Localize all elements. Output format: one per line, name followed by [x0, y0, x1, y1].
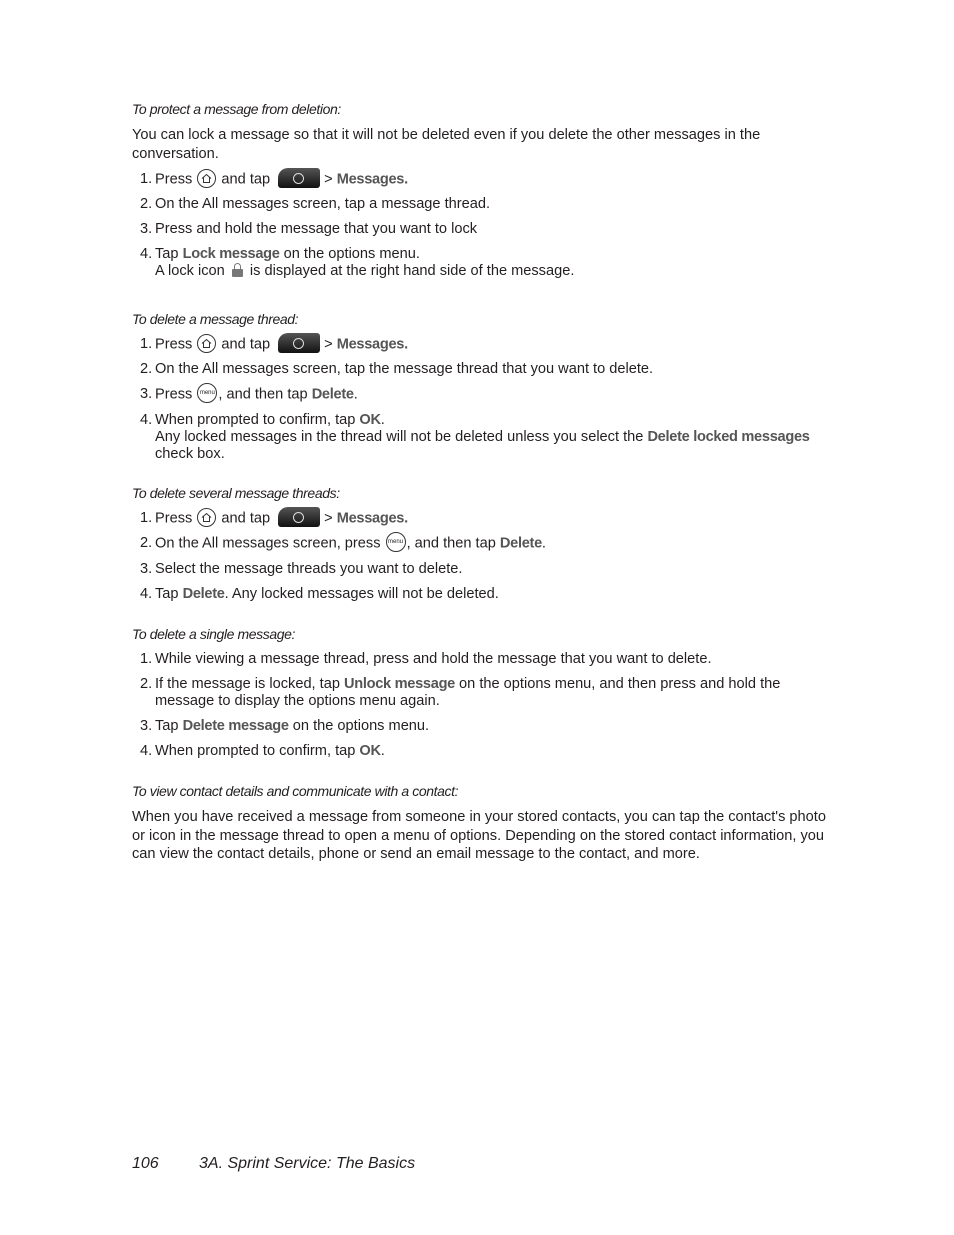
step-number: 1.: [140, 510, 153, 526]
step-body: [155, 535, 820, 552]
section-heading: To delete a single message:: [132, 626, 296, 642]
step-number: 2.: [140, 535, 153, 552]
step-body: [155, 718, 820, 735]
ui-term: Messages.: [336, 510, 408, 527]
section: [132, 485, 842, 611]
list-item: [132, 412, 820, 463]
step-text: .: [380, 743, 385, 759]
app-drawer-icon: [278, 333, 320, 353]
section-paragraph: When you have received a message from someone in your stored contacts, you can tap the contact's photo or icon in the message thread to open a menu of options. Depending on the stored contact information, you can view the contact details, phone or send an email message to the contact, and more.: [132, 809, 826, 862]
step-text: When prompted to confirm, tap: [155, 743, 360, 759]
home-key-icon: [197, 508, 216, 527]
step-body: [155, 743, 820, 760]
step-text: . Any locked messages will not be deleted.: [224, 585, 499, 602]
home-key-icon: [197, 334, 216, 353]
step-number: 2.: [140, 196, 153, 213]
list-item: [132, 171, 820, 188]
step-text: and tap: [217, 336, 275, 353]
step-text: and tap: [217, 510, 275, 527]
step-body: [155, 221, 820, 238]
step-text: A lock icon: [155, 263, 229, 280]
step-text: Press: [155, 510, 197, 527]
step-text: While viewing a message thread, press and hold the message that you want to delete.: [155, 651, 712, 667]
list-item: [132, 743, 820, 760]
step-text: .: [541, 535, 546, 552]
ui-term: Messages.: [336, 171, 408, 188]
list-item: [132, 221, 820, 238]
page-footer: [132, 1155, 415, 1173]
step-number: 4.: [140, 246, 153, 263]
menu-key-icon: menu: [197, 383, 217, 403]
step-text: >: [324, 336, 337, 353]
step-number: 4.: [140, 585, 153, 602]
step-body: [155, 651, 820, 668]
step-list: [132, 171, 842, 280]
step-text: on the options menu.: [279, 246, 420, 263]
step-text: on the options menu, and then press and hold the message to display the options menu again.: [155, 676, 781, 709]
list-item: [132, 535, 820, 552]
list-item: [132, 246, 820, 280]
section-heading: To delete a message thread:: [132, 311, 299, 327]
step-number: 3.: [140, 560, 153, 577]
step-text: check box.: [155, 445, 225, 462]
step-text: .: [380, 411, 385, 428]
step-text: and tap: [217, 171, 275, 188]
ui-term: Delete: [499, 535, 542, 552]
step-number: 1.: [140, 171, 153, 187]
step-text: Press and hold the message that you want to lock: [155, 221, 478, 238]
step-text: On the All messages screen, tap a message thread.: [155, 196, 491, 213]
step-list: [132, 651, 842, 760]
step-note: [155, 263, 820, 280]
ui-term: OK: [359, 411, 381, 428]
step-text: Tap: [155, 718, 183, 734]
step-body: [155, 586, 820, 603]
list-item: [132, 718, 820, 735]
step-number: 3.: [140, 386, 153, 403]
step-text: Press: [155, 336, 197, 353]
step-text: On the All messages screen, tap the message thread that you want to delete.: [155, 361, 654, 378]
step-body: [155, 676, 820, 710]
step-number: 1.: [140, 651, 153, 667]
ui-term: Unlock message: [344, 676, 455, 692]
step-text: Select the message threads you want to delete.: [155, 560, 463, 577]
step-number: 3.: [140, 221, 153, 238]
list-item: [132, 336, 820, 353]
step-body: [155, 386, 820, 403]
step-body: [155, 246, 820, 263]
section-paragraph: You can lock a message so that it will not be deleted even if you delete the other messages in the conversation.: [132, 127, 761, 162]
step-text: On the All messages screen, press: [155, 535, 385, 552]
step-list: [132, 510, 842, 603]
ui-term: Delete message: [182, 718, 289, 734]
app-drawer-icon: [278, 507, 320, 527]
step-list: [132, 336, 842, 463]
ui-term: Messages.: [336, 336, 408, 353]
step-text: Tap: [155, 246, 183, 263]
section: [132, 783, 842, 872]
step-body: [155, 361, 820, 378]
chapter-title: 3A. Sprint Service: The Basics: [199, 1155, 416, 1172]
step-text: , and then tap: [406, 535, 500, 552]
step-text: .: [353, 386, 358, 403]
page-number: 106: [132, 1155, 159, 1172]
step-number: 2.: [140, 361, 153, 378]
section: [132, 101, 842, 288]
step-body: [155, 171, 820, 188]
step-number: 3.: [140, 718, 153, 734]
step-number: 4.: [140, 411, 153, 428]
step-text: on the options menu.: [288, 718, 430, 734]
step-body: [155, 561, 820, 578]
step-number: 4.: [140, 743, 153, 759]
section: [132, 626, 842, 768]
list-item: [132, 586, 820, 603]
ui-term: Lock message: [182, 246, 280, 263]
ui-term: OK: [359, 743, 381, 759]
step-body: [155, 510, 820, 527]
step-text: Press: [155, 171, 197, 188]
step-body: [155, 196, 820, 213]
step-body: [155, 336, 820, 353]
step-text: When prompted to confirm, tap: [155, 411, 360, 428]
list-item: [132, 361, 820, 378]
section-heading: To delete several message threads:: [132, 485, 340, 501]
step-number: 2.: [140, 676, 153, 692]
home-key-icon: [197, 169, 216, 188]
list-item: [132, 561, 820, 578]
list-item: [132, 510, 820, 527]
list-item: [132, 196, 820, 213]
section-heading: To protect a message from deletion:: [132, 101, 341, 117]
step-note: [155, 429, 820, 463]
ui-term: Delete locked messages: [647, 428, 810, 445]
app-drawer-icon: [278, 168, 320, 188]
step-text: If the message is locked, tap: [155, 676, 345, 692]
list-item: [132, 386, 820, 403]
step-text: Tap: [155, 585, 183, 602]
list-item: [132, 651, 820, 668]
section-heading: To view contact details and communicate with a contact:: [132, 783, 459, 799]
section: [132, 311, 842, 471]
lock-icon: [232, 263, 243, 277]
step-text: Press: [155, 386, 197, 403]
step-text: , and then tap: [218, 386, 312, 403]
step-text: >: [324, 171, 337, 188]
step-body: [155, 412, 820, 429]
ui-term: Delete: [182, 585, 225, 602]
ui-term: Delete: [311, 386, 354, 403]
step-text: Any locked messages in the thread will not be deleted unless you select the: [155, 428, 648, 445]
menu-key-icon: menu: [386, 532, 406, 552]
list-item: [132, 676, 820, 710]
step-text: >: [324, 510, 337, 527]
step-number: 1.: [140, 336, 153, 352]
step-text: is displayed at the right hand side of the message.: [245, 263, 575, 280]
